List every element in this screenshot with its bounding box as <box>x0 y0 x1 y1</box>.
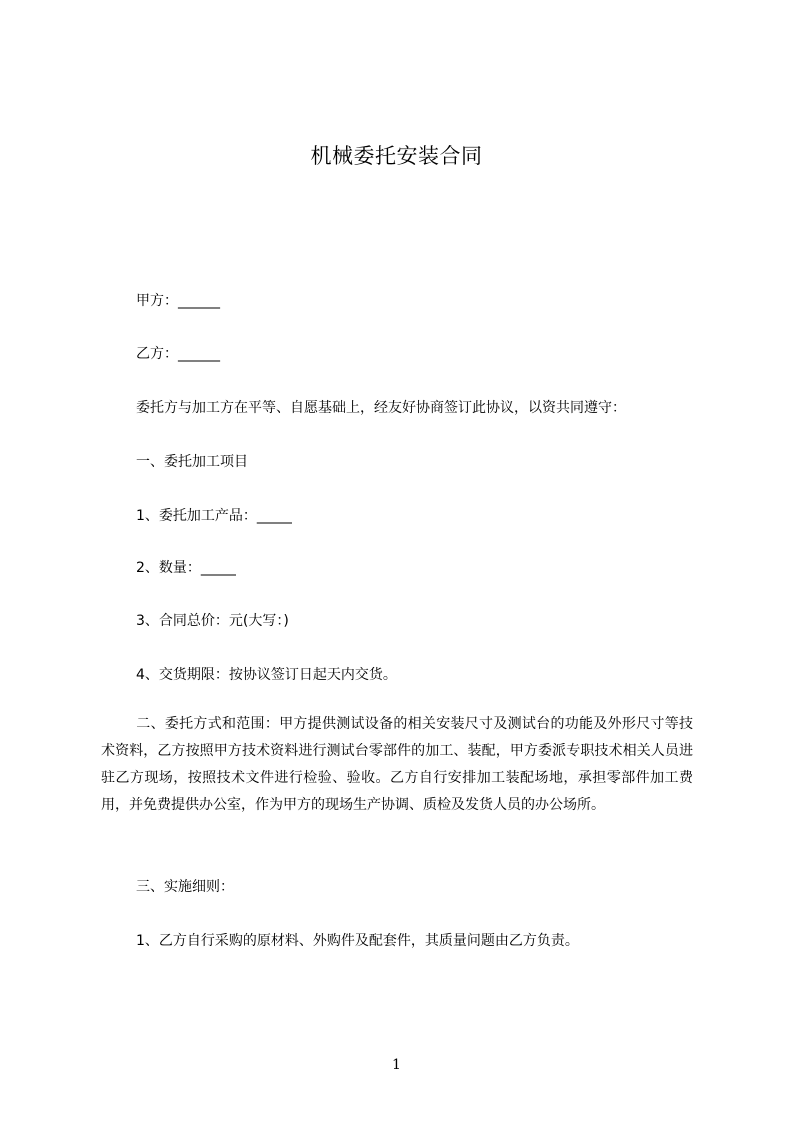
section-3-heading: 三、实施细则： <box>136 879 234 895</box>
party-a-line: 甲方：______ <box>136 293 220 309</box>
item-delivery-line: 4、交货期限：按协议签订日起天内交货。 <box>136 667 397 683</box>
item-total-price-line: 3、合同总价：元(大写：) <box>136 613 289 629</box>
intro-paragraph: 委托方与加工方在平等、自愿基础上，经友好协商签订此协议，以资共同遵守： <box>136 400 626 416</box>
party-b-line: 乙方：______ <box>136 346 220 362</box>
page-number: 1 <box>392 1057 401 1073</box>
section-3-item-1: 1、乙方自行采购的原材料、外购件及配套件，其质量问题由乙方负责。 <box>136 933 579 949</box>
item-quantity-line: 2、数量：_____ <box>136 560 236 576</box>
section-2-paragraph <box>101 711 693 819</box>
section-1-heading: 一、委托加工项目 <box>136 454 248 470</box>
document-title: 机械委托安装合同 <box>310 144 483 168</box>
section-2-text: 二、委托方式和范围：甲方提供测试设备的相关安装尺寸及测试台的功能及外形尺寸等技术资料，乙方按照甲方技术资料进行测试台零部件的加工、装配，甲方委派专职技术相关人员进驻乙方现场，按照技术文件进行检验、验收。乙方自行安排加工装配场地，承担零部件加工费用，并免费提供办公室，作为甲方的现场生产协调、质检及发货人员的办公场所。 <box>101 716 693 813</box>
item-product-line: 1、委托加工产品：_____ <box>136 508 292 524</box>
